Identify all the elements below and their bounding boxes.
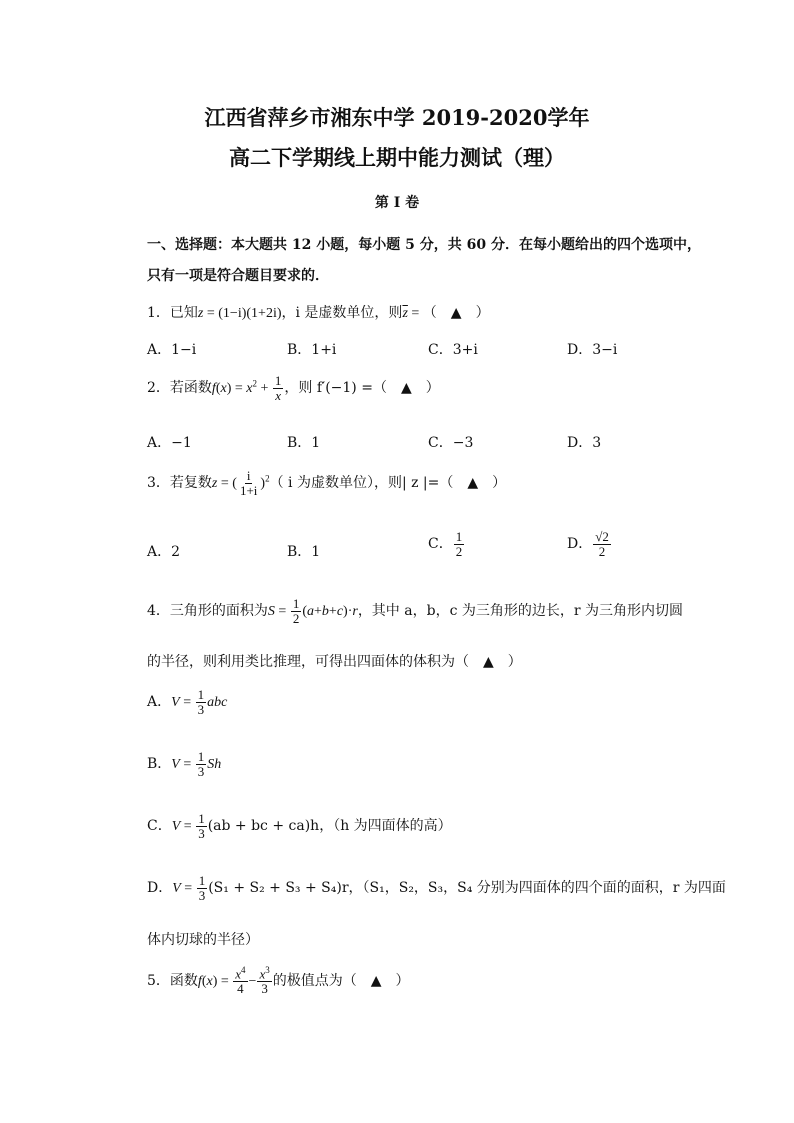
- question-1-option-b: B．1+i: [287, 342, 337, 358]
- fraction: $\frac{√2}{2}$: [595, 529, 609, 559]
- question-1-option-d: D．3−i: [567, 342, 618, 358]
- document-title-line2: 高二下学期线上期中能力测试（理）: [229, 145, 565, 170]
- question-2-option-b: B．1: [287, 435, 321, 451]
- question-4-option-d-line2: 体内切球的半径）: [147, 932, 259, 948]
- fraction: $\frac{1}{2}$: [292, 596, 300, 626]
- question-3-option-d: D． $\frac{√2}{2}$: [567, 529, 609, 559]
- question-3-stem: 3．若复数z = ( $\frac{i}{1+i}$ )$^2$（ i 为虚数单位），则| z |=（ ▲ ）: [147, 468, 507, 498]
- document-title-line1: 江西省萍乡市湘东中学 2019-2020学年: [204, 105, 590, 130]
- fraction: $\frac{1}{x}$: [274, 373, 282, 403]
- fraction: $\frac{1}{3}$: [198, 811, 205, 841]
- fraction: $\frac{1}{3}$: [198, 873, 206, 903]
- question-2-stem: 2．若函数$f(x) = x^2$ + $\frac{1}{x}$ ，则 f′(−1) =（ ▲ ）: [147, 373, 440, 403]
- question-3-option-a: A．2: [147, 544, 181, 560]
- question-4-option-b: B．V = $\frac{1}{3}$ Sh: [147, 749, 222, 779]
- section-heading-line2: 只有一项是符合题目要求的．: [147, 268, 329, 284]
- question-4-stem: 4．三角形的面积为S = $\frac{1}{2}$ (a+b+c)·r，其中 a，b，c 为三角形的边长，r 为三角形内切圆: [147, 596, 684, 626]
- question-2-option-c: C．−3: [428, 435, 474, 451]
- fraction: $\frac{x^3}{3}$: [259, 965, 270, 996]
- question-4-option-a: A．V = $\frac{1}{3}$ abc: [147, 687, 228, 717]
- question-5-stem: 5．函数f(x) = $\frac{x^4}{4}$ − $\frac{x^3}{3}$ 的极值点为（ ▲ ）: [147, 965, 410, 996]
- fraction: $\frac{x^4}{4}$: [235, 965, 246, 996]
- question-1-option-a: A．1−i: [147, 342, 197, 358]
- volume-label: 第 I 卷: [374, 195, 420, 211]
- question-2-option-a: A．−1: [147, 435, 192, 451]
- fraction: $\frac{1}{3}$: [197, 687, 205, 717]
- question-4-option-d: D．V = $\frac{1}{3}$ (S₁ + S₂ + S₃ + S₄)r，（S₁，S₂，S₃，S₄ 分别为四面体的四个面的面积，r 为四面: [147, 873, 726, 903]
- question-1-option-c: C．3+i: [428, 342, 478, 358]
- section-heading-line1: 一、选择题：本大题共 12 小题，每小题 5 分，共 60 分．在每小题给出的四个选项中，: [147, 237, 701, 253]
- question-4-option-c: C．V = $\frac{1}{3}$ (ab + bc + ca)h，（h 为四面体的高）: [147, 811, 452, 841]
- question-3-option-c: C． $\frac{1}{2}$: [428, 529, 463, 559]
- question-3-option-b: B．1: [287, 544, 321, 560]
- question-1-stem: 1．已知z = (1−i)(1+2i)，i 是虚数单位，则$\overline{z}$ = （ ▲ ）: [147, 305, 490, 321]
- fraction: $\frac{1}{2}$: [455, 529, 463, 559]
- question-4-stem-line2: 的半径，则利用类比推理，可得出四面体的体积为（ ▲ ）: [147, 654, 522, 670]
- question-2-option-d: D．3: [567, 435, 602, 451]
- fraction: $\frac{1}{3}$: [197, 749, 205, 779]
- fraction: $\frac{i}{1+i}$: [239, 468, 258, 498]
- formula: z: [197, 306, 204, 321]
